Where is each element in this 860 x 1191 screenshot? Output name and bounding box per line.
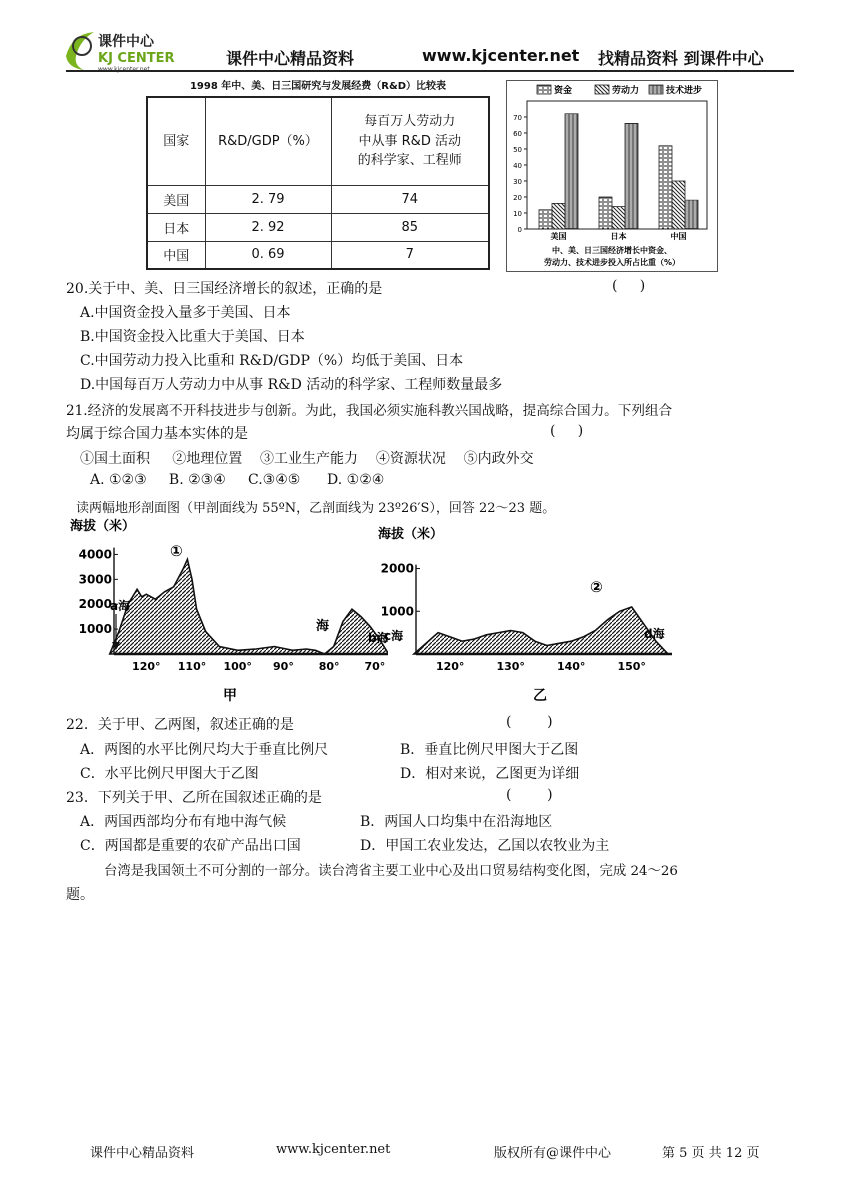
terrain-area [110,559,388,654]
bar [612,207,625,229]
legend-label: 劳动力 [612,86,640,96]
profile-name: 乙 [533,688,547,704]
cell: 0. 69 [205,241,331,269]
q22-option-a[interactable]: A．两图的水平比例尺均大于垂直比例尺 [80,742,329,758]
table-caption: 1998 年中、美、日三国研究与发展经费（R&D）比较表 [189,81,447,92]
kjcenter-logo [62,26,190,74]
profile-x-tick-label: 130° [496,660,525,673]
peak-marker-1: ① [170,542,183,560]
q23-option-d[interactable]: D．甲国工农业发达，乙国以农牧业为主 [360,838,610,854]
q20-option-d[interactable]: D.中国每百万人劳动力中从事 R&D 活动的科学家、工程师数量最多 [80,377,503,393]
peak-marker-2: ② [590,578,603,596]
label-sea: 海 [316,619,330,634]
q23-option-b[interactable]: B．两国人口均集中在沿海地区 [360,814,553,830]
q23-paren: ( ) [506,787,553,803]
chart-legend [537,84,702,96]
investment-bar-chart [506,80,718,272]
intro-24-26-line2: 题。 [66,887,94,903]
profile-x-tick-label: 140° [556,660,586,673]
profile-y-tick-label: 2000 [78,597,112,612]
category-label: 日本 [610,232,627,241]
legend-swatch [537,85,551,94]
category-label: 美国 [550,232,567,241]
y-tick-label: 40 [513,162,522,170]
profile-y-tick-label: 1000 [78,622,112,637]
chart-title-line2: 劳动力、技术进步投入所占比重（%） [543,258,681,267]
q21-paren: ( ) [550,423,584,439]
header-center[interactable]: www.kjcenter.net [422,46,580,65]
profile-x-tick-label: 70° [364,660,386,673]
q20-option-c[interactable]: C.中国劳动力投入比重和 R&D/GDP（%）均低于美国、日本 [80,353,464,369]
q21-stem-1: 21.经济的发展离不开科技进步与创新。为此，我国必须实施科教兴国战略，提高综合国力。下列组合 [66,403,673,419]
y-tick-label: 50 [513,146,522,154]
q21-options[interactable]: A. ①②③ B. ②③④ C.③④⑤ D. ①②④ [90,472,385,488]
q22-option-c[interactable]: C．水平比例尺甲图大于乙图 [80,766,259,782]
legend-label: 资金 [554,86,573,96]
th-rd-gdp: R&D/GDP（%） [205,97,331,185]
cell: 2. 92 [205,213,331,241]
legend-label: 技术进步 [666,86,703,96]
profile-y-tick-label: 1000 [380,604,414,619]
cell: 7 [331,241,489,269]
cell: 美国 [147,185,205,213]
cell: 74 [331,185,489,213]
label-b-sea: b海 [368,631,388,645]
y-tick-label: 60 [513,130,522,138]
header-rule [66,70,794,72]
header-right: 找精品资料 到课件中心 [598,49,764,68]
profile-x-tick-label: 150° [617,660,646,673]
label-a-sea: a海 [110,599,131,613]
profile-y-tick-label: 2000 [380,561,414,576]
profile-x-tick-label: 100° [223,660,252,673]
legend-swatch [595,85,609,94]
logo-text: 课件中心 [98,34,154,50]
bar [685,200,698,229]
footer-left: 课件中心精品资料 [90,1146,195,1161]
footer-right: 版权所有@课件中心 [494,1146,612,1161]
q20-paren: ( ) [612,278,646,294]
intro-22-23: 读两幅地形剖面图（甲剖面线为 55ºN，乙剖面线为 23º26′S），回答 22～23 题。 [76,501,556,516]
bar [552,203,565,229]
q22-paren: ( ) [506,714,553,730]
q23-option-c[interactable]: C．两国都是重要的农矿产品出口国 [80,838,301,854]
q20-option-a[interactable]: A.中国资金投入量多于美国、日本 [80,305,291,321]
q21-items: ①国土面积 ②地理位置 ③工业生产能力 ④资源状况 ⑤内政外交 [80,451,534,467]
profile-y-tick-label: 4000 [78,547,112,562]
cell: 2. 79 [205,185,331,213]
bar [539,210,552,229]
bar [625,123,638,229]
th-country: 国家 [147,97,205,185]
q20-stem: 20.关于中、美、日三国经济增长的叙述，正确的是 [66,281,383,297]
table-row [147,213,489,241]
table-row [147,185,489,213]
logo-sub: KJ CENTER [98,51,175,66]
y-tick-label: 0 [517,226,522,234]
profile-x-tick-label: 80° [318,660,340,673]
q23-option-a[interactable]: A．两国西部均分布有地中海气候 [80,814,287,830]
footer-center[interactable]: www.kjcenter.net [276,1142,391,1157]
rd-comparison-table [146,78,490,268]
th-scientists: 每百万人劳动力 中从事 R&D 活动 的科学家、工程师 [331,97,489,185]
cell: 中国 [147,241,205,269]
profile-jia [66,514,388,710]
label-c-sea: c海 [384,629,404,643]
q22-option-b[interactable]: B．垂直比例尺甲图大于乙图 [400,742,579,758]
profile-name: 甲 [223,688,237,704]
cell: 日本 [147,213,205,241]
category-label: 中国 [670,232,687,241]
table-row [147,241,489,269]
q22-option-d[interactable]: D．相对来说，乙图更为详细 [400,766,580,782]
profile-x-tick-label: 120° [435,660,465,673]
q22-stem: 22．关于甲、乙两图，叙述正确的是 [66,717,294,733]
bar [659,146,672,229]
bar [672,181,685,229]
profile-y-tick-label: 3000 [78,572,112,587]
q23-stem: 23．下列关于甲、乙所在国叙述正确的是 [66,790,322,806]
profile-ylabel: 海拔（米） [70,519,136,534]
y-tick-label: 20 [513,194,522,202]
y-tick-label: 70 [513,114,522,122]
footer-page: 第 5 页 共 12 页 [662,1146,760,1161]
label-d-sea: d海 [644,627,665,641]
legend-swatch [649,85,663,94]
q20-option-b[interactable]: B.中国资金投入比重大于美国、日本 [80,329,305,345]
q21-stem-2: 均属于综合国力基本实体的是 [66,426,248,442]
chart-title-line1: 中、美、日三国经济增长中资金、 [552,246,672,255]
profile-x-tick-label: 110° [177,660,207,673]
profile-yi [376,514,676,710]
intro-24-26-line1: 台湾是我国领土不可分割的一部分。读台湾省主要工业中心及出口贸易结构变化图，完成 24～26 [104,864,678,879]
profile-x-tick-label: 90° [273,660,294,673]
header-left: 课件中心精品资料 [226,49,355,68]
bar [565,114,578,229]
y-tick-label: 30 [513,178,522,186]
terrain-area [414,607,668,654]
profile-ylabel: 海拔（米） [378,527,444,542]
y-tick-label: 10 [513,210,522,218]
profile-x-tick-label: 120° [132,660,161,673]
cell: 85 [331,213,489,241]
bar [599,197,612,229]
